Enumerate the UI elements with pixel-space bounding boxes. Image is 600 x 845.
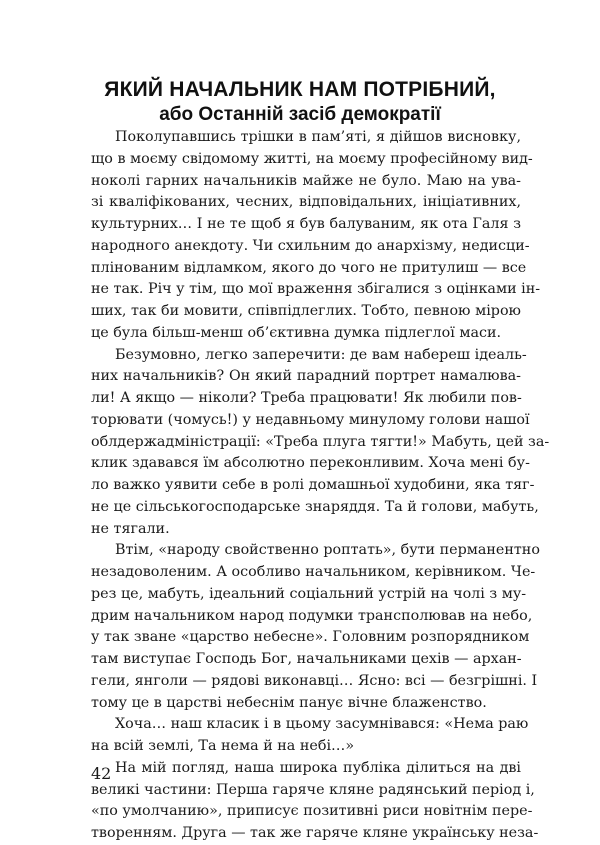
- text-line: на всій землі, Та нема й на небі…»: [91, 738, 355, 754]
- text-line: плінованим відламком, якого до чого не притулиш — все: [91, 259, 527, 276]
- text-line: дрим начальником народ подумки трансполював на небо,: [91, 607, 533, 624]
- paragraph: [91, 758, 539, 845]
- text-line: великі частини: Перша гаряче кляне радянський період і,: [91, 781, 535, 798]
- chapter-title: ЯКИЙ НАЧАЛЬНИК НАМ ПОТРІБНИЙ,: [104, 78, 496, 101]
- page-number: 42: [91, 764, 112, 783]
- text-line: там виступає Господь Бог, начальниками цехів — архан-: [91, 651, 522, 667]
- text-line: не тягали.: [91, 520, 170, 537]
- text-line: гели, янголи — рядові виконавці… Ясно: всі — безгрішні. І: [91, 672, 538, 689]
- body-text: [91, 127, 550, 845]
- text-line: них начальників? Он який парадний портрет намалюва-: [91, 368, 521, 385]
- text-line: облдержадміністрації: «Треба плуга тягти!» Мабуть, цей за-: [91, 433, 550, 450]
- text-line: Хоча… наш класик і в цьому засумнівався: «Нема раю: [115, 716, 529, 733]
- chapter-heading: [90, 78, 510, 126]
- text-line: творенням. Друга — так же гаряче кляне українську неза-: [91, 825, 539, 841]
- text-line: Втім, «народу свойственно роптать», бути перманентно: [115, 542, 540, 559]
- text-line: не так. Річ у тім, що мої враження збігалися з оцінками ін-: [91, 281, 541, 298]
- text-line: рез це, мабуть, ідеальний соціальний устрій на чолі з му-: [91, 585, 527, 602]
- text-line: торювати (чомусь!) у недавньому минулому голови нашої: [91, 411, 530, 428]
- text-line: ноколі гарних начальників майже не було. Маю на ува-: [91, 172, 521, 189]
- text-line: Поколупавшись трішки в пам’яті, я дійшов висновку,: [115, 129, 521, 145]
- paragraph: [91, 345, 550, 541]
- text-line: народного анекдоту. Чи схильним до анархізму, недисци-: [91, 237, 530, 254]
- text-line: клик здавався їм абсолютно переконливим. Хоча мені бу-: [91, 455, 530, 472]
- text-line: що в моєму свідомому житті, на моєму професійному вид-: [91, 150, 533, 167]
- text-line: «по умолчанию», приписує позитивні риси новітнім пере-: [91, 803, 533, 820]
- text-line: ло важко уявити себе в ролі домашньої худобини, яка тяг-: [91, 477, 535, 493]
- text-line: Безумовно, легко заперечити: де вам набереш ідеаль-: [115, 346, 527, 363]
- text-line: зі кваліфікованих, чесних, відповідальних, ініціативних,: [91, 194, 521, 211]
- text-line: культурних… І не те щоб я був балуваним, як ота Галя з: [91, 216, 521, 232]
- text-line: На мій погляд, наша широка публіка ділиться на дві: [115, 759, 521, 776]
- text-line: незадоволеним. А особливо начальником, керівником. Че-: [91, 564, 536, 580]
- text-line: це була більш-менш об’єктивна думка підлеглої маси.: [91, 324, 502, 341]
- text-line: ших, так би мовити, співпідлеглих. Тобто, певною мірою: [91, 303, 521, 319]
- paragraph: [91, 540, 540, 714]
- paragraph: [91, 714, 529, 758]
- text-line: тому це в царстві небеснім панує вічне блаженство.: [91, 694, 487, 711]
- text-line: не це сільськогосподарське знаряддя. Та й голови, мабуть,: [91, 498, 539, 515]
- text-line: ли! А якщо — ніколи? Треба працювати! Як любили пов-: [91, 390, 522, 406]
- chapter-subtitle: або Останній засіб демократії: [159, 104, 441, 125]
- text-line: у так зване «царство небесне». Головним розпорядником: [91, 629, 530, 646]
- paragraph: [91, 127, 541, 345]
